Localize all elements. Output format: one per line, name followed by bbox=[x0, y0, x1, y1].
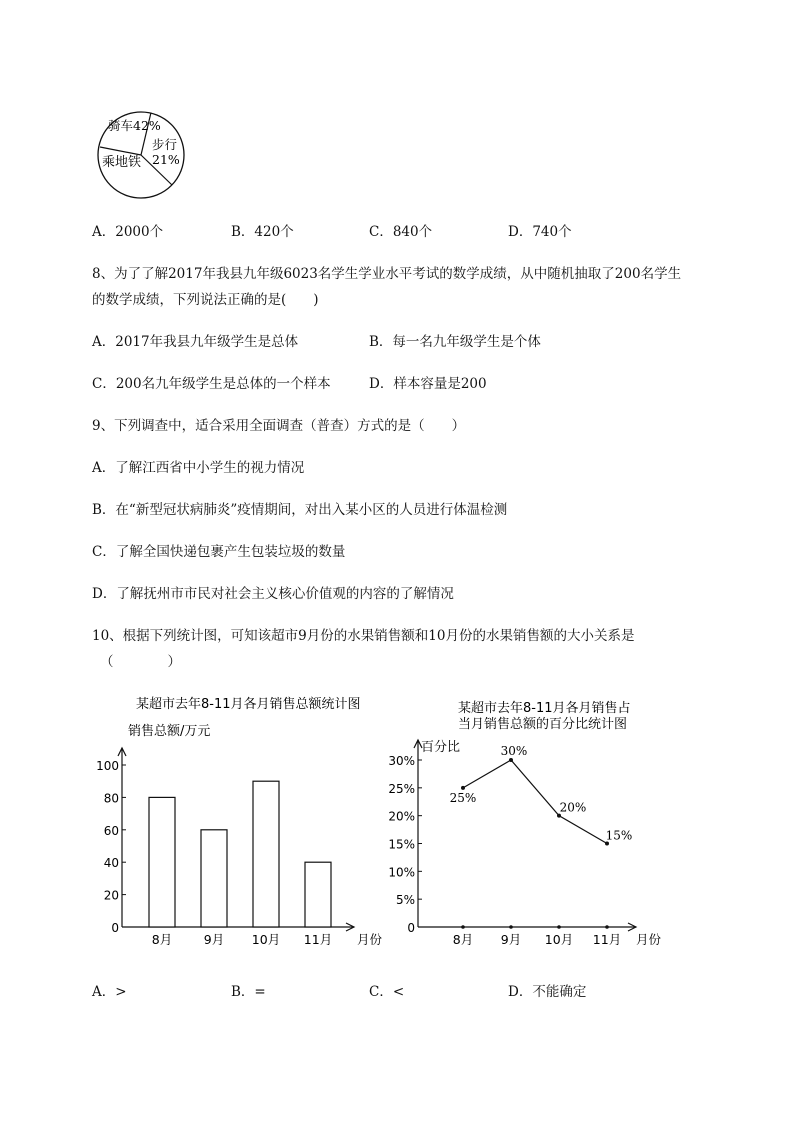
line-chart-point bbox=[461, 786, 465, 790]
q9-option-b: B．在“新型冠状病肺炎”疫情期间，对出入某小区的人员进行体温检测 bbox=[92, 502, 508, 518]
q7-option-c: C．840个 bbox=[369, 224, 433, 240]
line-chart-data-label: 25% bbox=[449, 790, 477, 805]
line-chart-data-label: 15% bbox=[605, 828, 633, 843]
q7-option-a: A．2000个 bbox=[92, 224, 164, 240]
q10-stem-line1: 10、根据下列统计图，可知该超市9月份的水果销售额和10月份的水果销售额的大小关系是 bbox=[92, 628, 635, 644]
line-chart-x-tick-dot bbox=[557, 925, 561, 929]
pie-label-walk: 步行 bbox=[152, 137, 178, 152]
bar-chart-x-tick-label: 9月 bbox=[203, 932, 225, 947]
line-chart-y-tick-label: 25% bbox=[388, 781, 415, 796]
bar-chart-x-tick-label: 10月 bbox=[251, 932, 281, 947]
q9-option-c: C．了解全国快递包裹产生包装垃圾的数量 bbox=[92, 544, 346, 560]
line-chart-xlabel: 月份 bbox=[636, 932, 662, 947]
pie-label-walk-pct: 21% bbox=[152, 152, 180, 167]
line-chart-title-line1: 某超市去年8-11月各月销售占 bbox=[458, 701, 631, 716]
line-chart-y-tick-label: 10% bbox=[388, 865, 415, 880]
q10-stem-line2: （ ） bbox=[100, 654, 181, 670]
line-chart-data-label: 30% bbox=[500, 744, 528, 758]
q10-option-c: C．< bbox=[369, 984, 405, 1000]
q10-option-b: B．= bbox=[231, 984, 266, 1000]
q8-option-d: D．样本容量是200 bbox=[369, 376, 487, 392]
q7-option-d: D．740个 bbox=[508, 224, 572, 240]
bar-chart-ylabel: 销售总额/万元 bbox=[128, 724, 211, 739]
line-chart-ylabel: 百分比 bbox=[421, 740, 461, 755]
pie-label-bike: 骑车42% bbox=[108, 118, 161, 133]
bar-chart-xlabel: 月份 bbox=[357, 932, 383, 947]
line-chart-x-tick-dot bbox=[605, 925, 609, 929]
line-chart-y-tick-label: 20% bbox=[388, 809, 415, 824]
q8-stem-line1: 8、为了了解2017年我县九年级6023名学生学业水平考试的数学成绩，从中随机抽取了200名学生 bbox=[92, 266, 682, 282]
bar-chart-x-tick-label: 11月 bbox=[303, 932, 333, 947]
q7-option-b: B．420个 bbox=[231, 224, 294, 240]
pie-label-subway: 乘地铁 bbox=[102, 155, 142, 170]
line-chart-data-label: 20% bbox=[559, 800, 587, 815]
q8-stem-line2: 的数学成绩，下列说法正确的是( ) bbox=[92, 292, 319, 308]
bar-chart-y-tick-label: 0 bbox=[111, 921, 119, 935]
q8-option-a: A．2017年我县九年级学生是总体 bbox=[92, 334, 299, 350]
bar-chart-y-tick-label: 60 bbox=[103, 823, 119, 838]
line-chart-x-tick-dot bbox=[509, 925, 513, 929]
line-chart-y-tick-label: 5% bbox=[395, 893, 415, 908]
bar-chart-y-tick-label: 80 bbox=[103, 791, 119, 806]
line-chart-title-line2: 当月销售总额的百分比统计图 bbox=[458, 717, 628, 732]
q9-stem: 9、下列调查中，适合采用全面调查（普查）方式的是（ ） bbox=[92, 418, 466, 434]
q8-option-c: C．200名九年级学生是总体的一个样本 bbox=[92, 376, 331, 392]
q10-option-a: A．> bbox=[92, 984, 127, 1000]
line-chart-x-tick-dot bbox=[461, 925, 465, 929]
bar-chart-title: 某超市去年8-11月各月销售总额统计图 bbox=[136, 697, 361, 712]
q9-option-d: D．了解抚州市市民对社会主义核心价值观的内容的了解情况 bbox=[92, 586, 454, 602]
line-chart-x-tick-label: 10月 bbox=[544, 932, 574, 947]
bar-chart-x-tick-label: 8月 bbox=[151, 932, 173, 947]
line-chart-y-tick-label: 0 bbox=[407, 921, 415, 935]
line-chart-x-tick-label: 9月 bbox=[500, 932, 522, 947]
q10-option-d: D．不能确定 bbox=[508, 984, 587, 1000]
q8-option-b: B．每一名九年级学生是个体 bbox=[369, 334, 541, 350]
line-chart-y-tick-label: 15% bbox=[388, 837, 415, 852]
line-chart-y-tick-label: 30% bbox=[388, 754, 415, 768]
q9-option-a: A．了解江西省中小学生的视力情况 bbox=[92, 460, 305, 476]
bar-chart-y-tick-label: 20 bbox=[103, 888, 119, 903]
line-chart-point bbox=[509, 758, 513, 762]
line-chart-x-tick-label: 11月 bbox=[592, 932, 622, 947]
bar-chart-y-tick-label: 40 bbox=[103, 856, 119, 871]
line-chart-x-tick-label: 8月 bbox=[452, 932, 474, 947]
bar-chart-y-tick-label: 100 bbox=[96, 759, 119, 773]
